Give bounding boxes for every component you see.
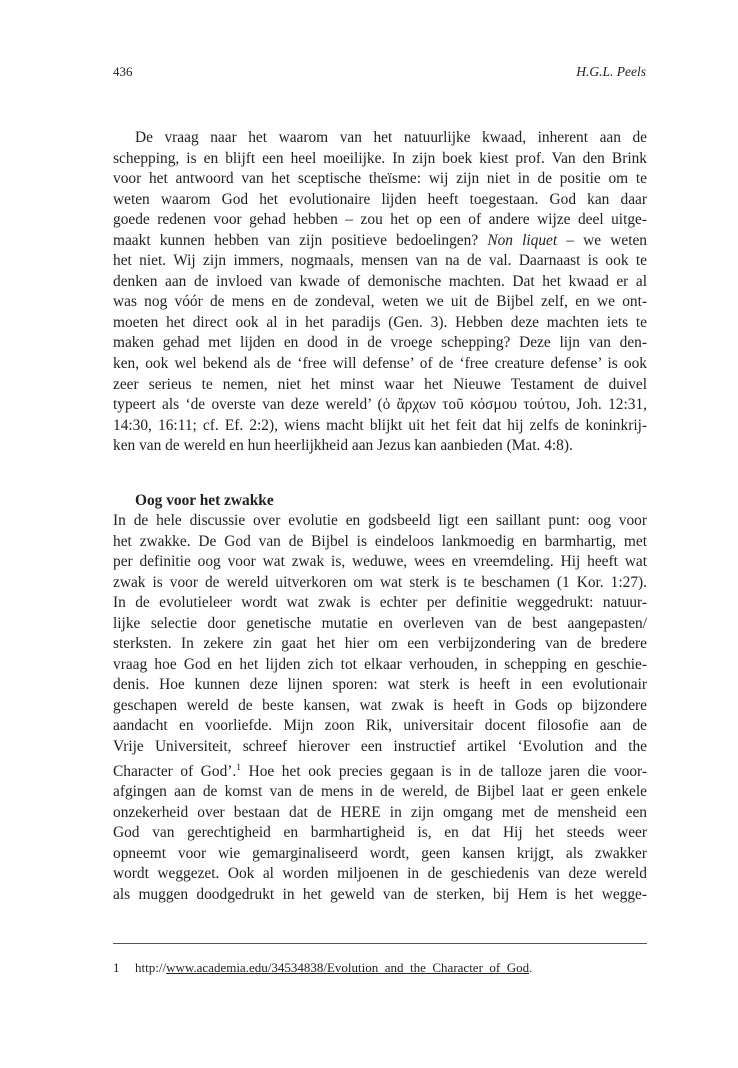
text-line: zeer serieus te nemen, niet het minst waar het Nieuwe Testament de duivel	[113, 375, 647, 393]
footnote-reference[interactable]: 1	[236, 762, 242, 773]
text-line: vraag hoe God en het lijden zich tot elkaar verhouden, in schepping en geschie-	[113, 655, 647, 673]
text-line: sterksten. In zekere zin gaat het hier om een verbijzondering van de bredere	[113, 635, 647, 653]
text-line: maken gehad met lijden en dood in de vroege schepping? Deze lijn van den-	[113, 334, 647, 352]
text-line: onzekerheid over bestaan dat de HERE in zijn omgang met de mensheid een	[113, 803, 647, 821]
text-line: als muggen doodgedrukt in het geweld van de sterken, bij Hem is het wegge-	[113, 885, 647, 903]
text-line: 14:30, 16:11; cf. Ef. 2:2), wiens macht blijkt uit het feit dat hij zelfs de koninkrij-	[113, 416, 647, 434]
footnote-url-prefix: http://	[135, 960, 167, 975]
section-heading: Oog voor het zwakke	[135, 492, 274, 509]
body-paragraph-1	[113, 128, 647, 457]
text-line: zwak is voor de wereld uitverkoren om wat sterk is te beschamen (1 Kor. 1:27).	[113, 573, 647, 591]
body-paragraph-2	[113, 511, 647, 905]
text-line: opneemt voor wie gemarginaliseerd wordt, geen kansen krijgt, als zwakker	[113, 844, 647, 862]
text-line: afgingen aan de komst van de mens in de wereld, de Bijbel laat er geen enkele	[113, 783, 647, 801]
running-head: H.G.L. Peels	[576, 64, 646, 79]
text-line	[113, 231, 647, 252]
text-line: het zwakke. De God van de Bijbel is eindeloos lankmoedig en barmhartig, met	[113, 532, 647, 550]
footnote-suffix: .	[529, 960, 533, 975]
text-line: wordt weggezet. Ook al worden miljoenen in de geschiedenis van deze wereld	[113, 865, 647, 883]
text-line: goede redenen voor gehad hebben – zou het op een of andere wijze deel uitge-	[113, 211, 647, 229]
footnote	[113, 960, 532, 976]
text-line: was nog vóór de mens en de zondeval, weten we uit de Bijbel zelf, en we ont-	[113, 293, 647, 311]
text-line: typeert als ‘de overste van deze wereld’ (ὁ ἄρχων τοῦ κόσμου τούτου, Joh. 12:31,	[113, 396, 647, 414]
text-line: lijke selectie door genetische mutatie en overleven van de best aangepasten/	[113, 614, 647, 632]
footnote-number: 1	[113, 960, 120, 975]
text-segment: – we weten	[557, 231, 647, 249]
latin-phrase: Non liquet	[487, 231, 558, 249]
text-line: moeten het direct ook al in het paradijs (Gen. 3). Hebben deze machten iets te	[113, 313, 647, 331]
text-segment: maakt kunnen hebben van zijn positieve bedoelingen?	[113, 231, 479, 249]
text-line: weten waarom God het evolutionaire lijden heeft toegestaan. God kan daar	[113, 190, 647, 208]
text-line: aandacht en voorliefde. Mijn zoon Rik, universitair docent filosofie aan de	[113, 717, 647, 735]
text-line: per definitie oog voor wat zwak is, weduwe, wees en vreemdeling. Hij heeft wat	[113, 553, 647, 571]
text-line: In de hele discussie over evolutie en godsbeeld ligt een saillant punt: oog voor	[113, 512, 647, 529]
text-line: denken aan de invloed van kwade of demonische machten. Dat het kwaad er al	[113, 272, 647, 290]
page-number: 436	[113, 64, 133, 79]
text-line: ken, ook wel bekend als de ‘free will defense’ of de ‘free creature defense’ is ook	[113, 355, 647, 373]
text-line: Vrije Universiteit, schreef hierover een instructief artikel ‘Evolution and the	[113, 738, 647, 756]
footnote-divider	[113, 943, 647, 944]
text-line: De vraag naar het waarom van het natuurlijke kwaad, inherent aan de	[135, 129, 647, 146]
footnote-link[interactable]: www.academia.edu/34534838/Evolution_and_the_Character_of_God	[166, 960, 530, 975]
text-line: voor het antwoord van het sceptische theïsme: wij zijn niet in de positie om te	[113, 170, 647, 188]
text-line: In de evolutieleer wordt wat zwak is echter per definitie weggedrukt: natuur-	[113, 594, 647, 612]
text-line: geschapen wereld de beste kansen, wat zwak is heeft in Gods op bijzondere	[113, 696, 647, 714]
text-segment: Hoe het ook precies gegaan is in de talloze jaren die voor-	[241, 762, 647, 780]
text-line: ken van de wereld en hun heerlijkheid aan Jezus kan aanbieden (Mat. 4:8).	[113, 437, 573, 455]
text-segment: Character of God’.	[113, 762, 237, 780]
text-line: schepping, is en blijft een heel moeilijke. In zijn boek kiest prof. Van den Brink	[113, 149, 647, 167]
text-line: denis. Hoe kunnen deze lijnen sporen: wat sterk is heeft in een evolutionair	[113, 676, 647, 694]
text-line: het niet. Wij zijn immers, nogmaals, mensen van na de val. Daarnaast is ook te	[113, 252, 647, 270]
text-line: God van gerechtigheid en barmhartigheid is, en dat Hij het steeds weer	[113, 824, 647, 842]
text-line	[113, 758, 647, 783]
